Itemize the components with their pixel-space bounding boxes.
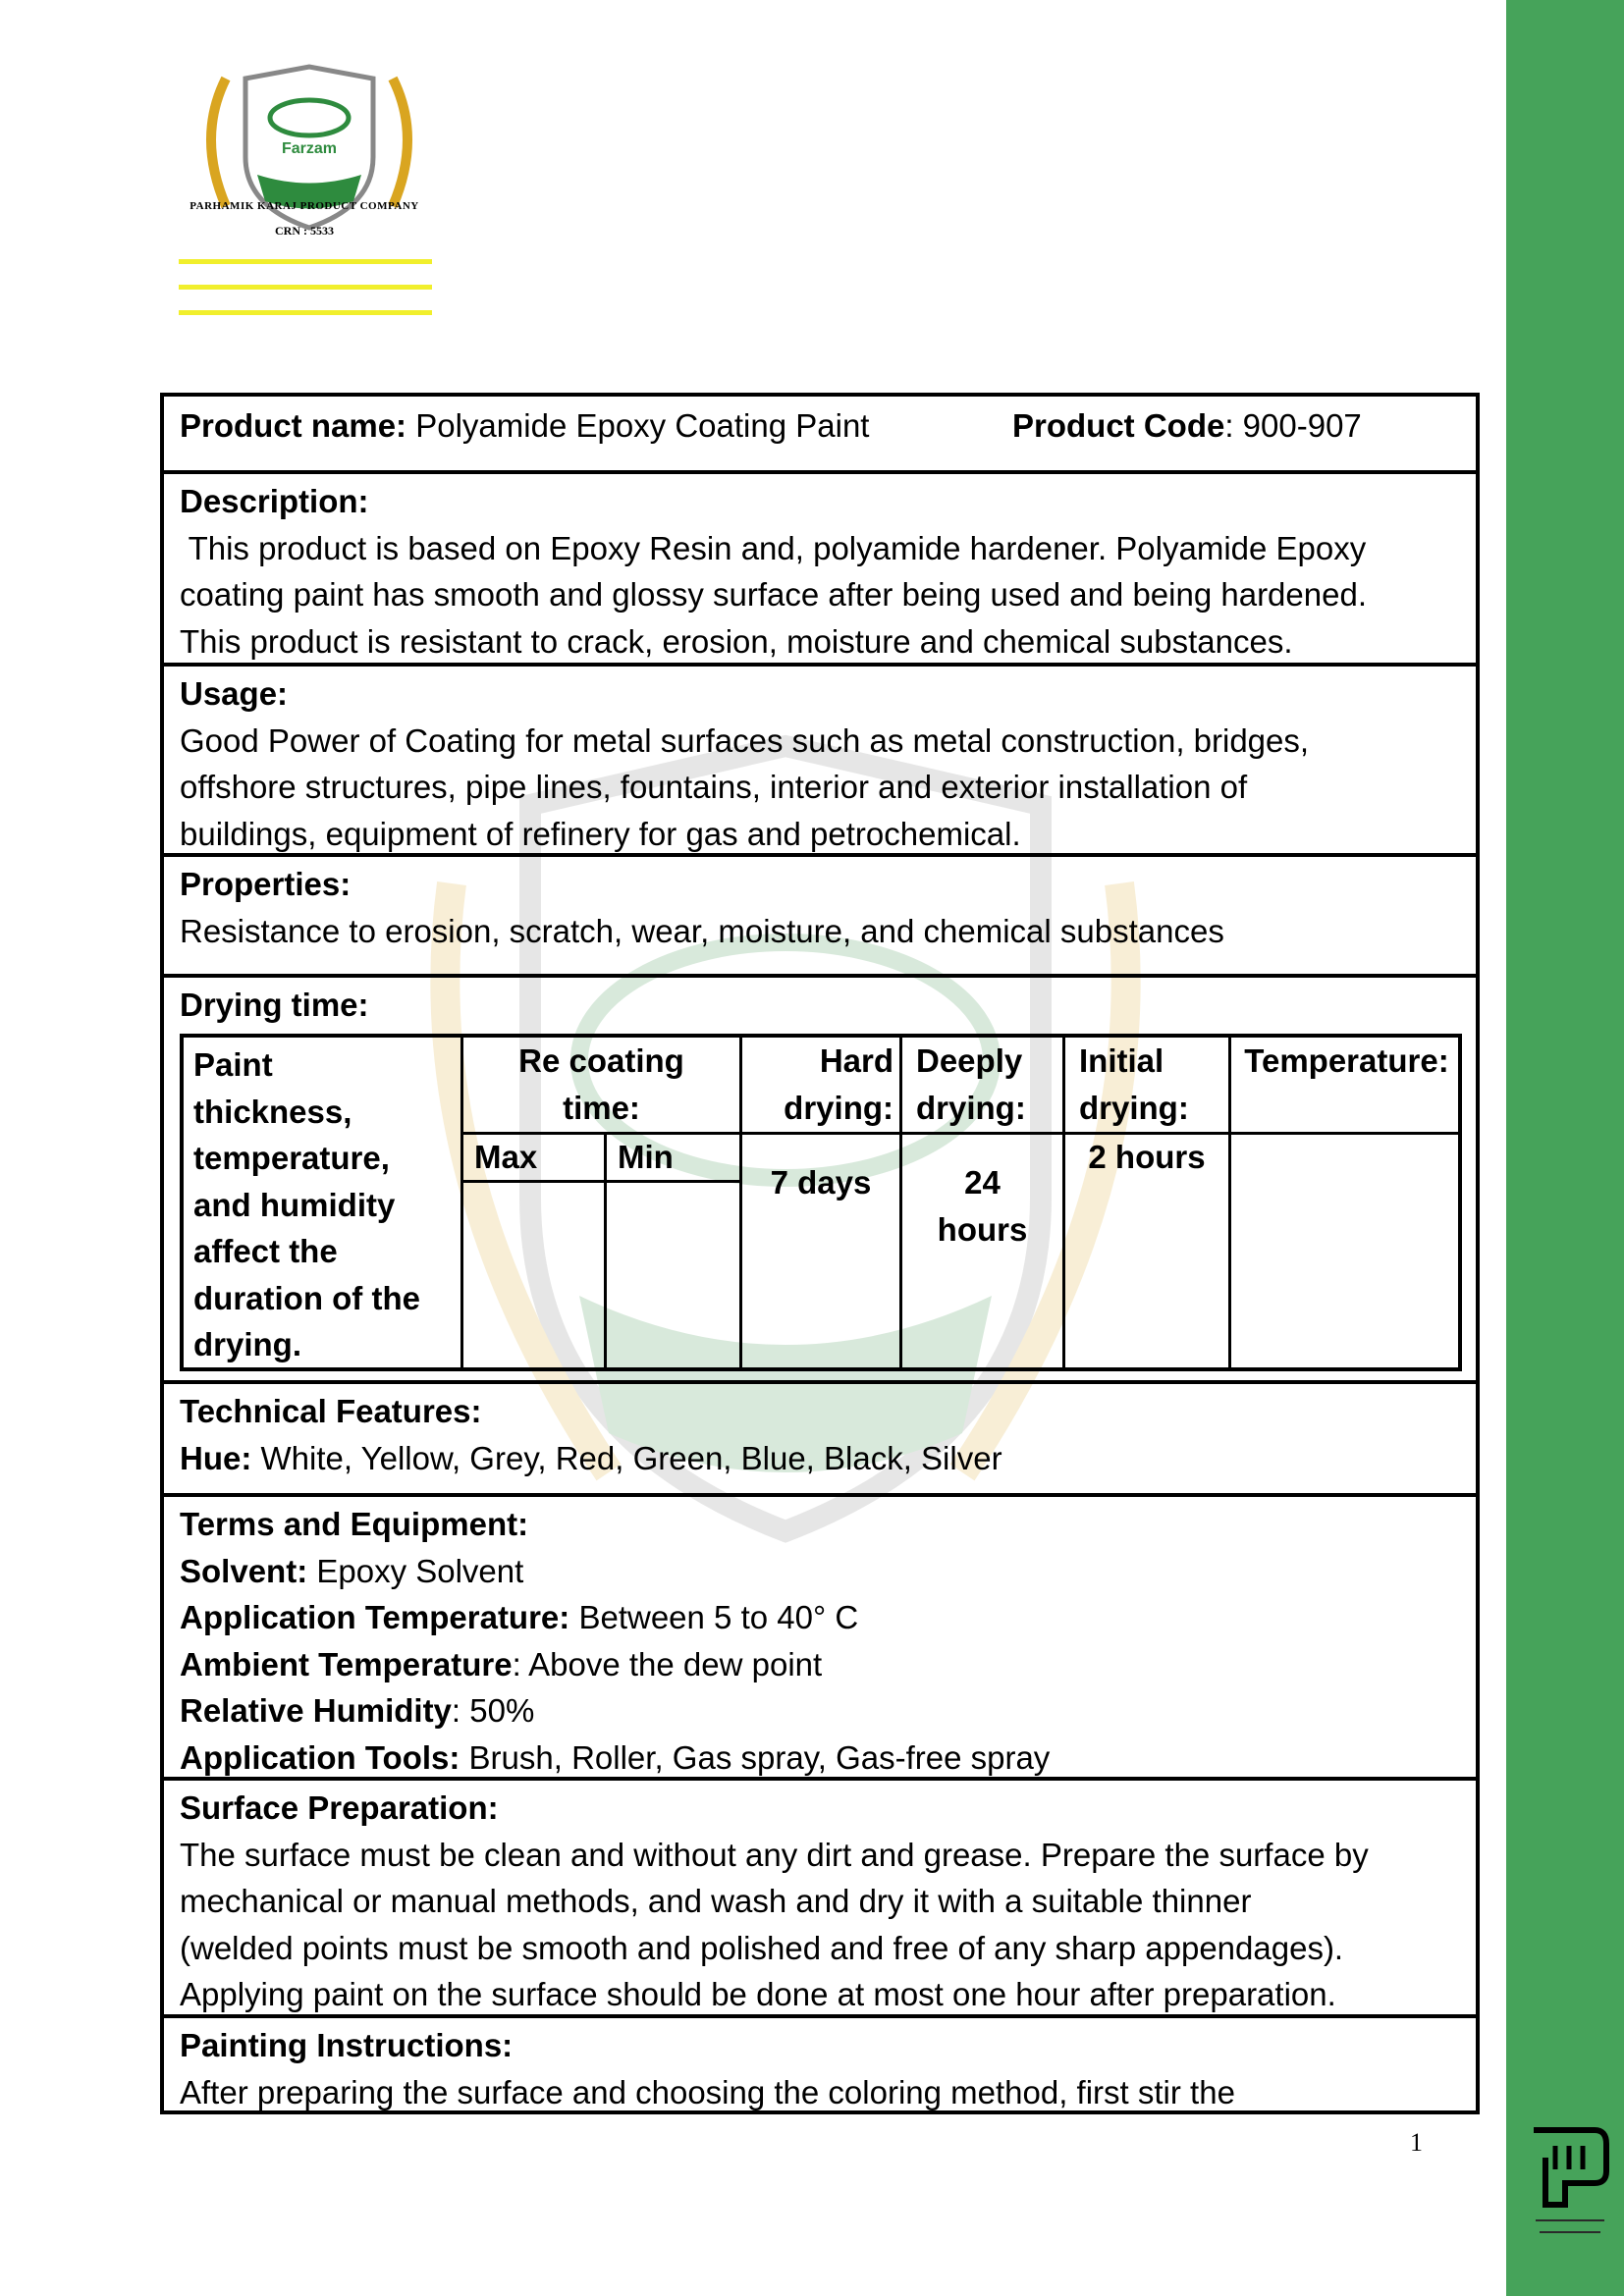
- product-name-value: Polyamide Epoxy Coating Paint: [406, 407, 870, 444]
- page-number: 1: [1410, 2128, 1423, 2157]
- yellow-rule: [179, 259, 432, 264]
- solvent-value: Epoxy Solvent: [307, 1552, 524, 1589]
- solvent-row: [180, 1548, 1464, 1595]
- description-section: [164, 470, 1476, 663]
- min-label: Min: [618, 1139, 674, 1175]
- initial-drying-value: 2 hours: [1088, 1139, 1206, 1175]
- hard-drying-header: Hard drying:: [784, 1042, 893, 1126]
- tools-value: Brush, Roller, Gas spray, Gas-free spray: [460, 1738, 1051, 1776]
- surface-line: The surface must be clean and without any dirt and grease. Prepare the surface by: [180, 1836, 1369, 1873]
- standard-mark-icon: [1526, 2110, 1614, 2258]
- surface-line: (welded points must be smooth and polished and free of any sharp appendages).: [180, 1929, 1344, 1966]
- humidity-value: : 50%: [451, 1692, 535, 1729]
- tools-row: [180, 1735, 1464, 1782]
- max-label: Max: [474, 1139, 538, 1175]
- ambient-value: : Above the dew point: [512, 1645, 823, 1682]
- deep-drying-header: Deeply drying:: [916, 1042, 1026, 1126]
- product-name-label: Product name:: [180, 407, 407, 444]
- app-temp-row: [180, 1594, 1464, 1641]
- drying-table: [180, 1034, 1462, 1371]
- painting-title: Painting Instructions:: [180, 2027, 514, 2063]
- properties-title: Properties:: [180, 866, 352, 902]
- product-code-label: Product Code: [1012, 407, 1225, 444]
- description-line: This product is resistant to crack, erosion, moisture and chemical substances.: [180, 622, 1293, 660]
- description-line: This product is based on Epoxy Resin and, polyamide hardener. Polyamide Epoxy: [180, 529, 1367, 566]
- initial-drying-header: Initial drying:: [1079, 1042, 1189, 1126]
- yellow-rule: [179, 310, 432, 315]
- logo-wordmark: Farzam: [281, 140, 338, 157]
- hard-drying-value: 7 days: [770, 1164, 872, 1201]
- app-temp-value: Between 5 to 40° C: [569, 1599, 859, 1635]
- green-side-strip: [1506, 0, 1624, 2296]
- yellow-rule: [179, 285, 432, 290]
- product-name-row: [164, 397, 1476, 470]
- usage-line: Good Power of Coating for metal surfaces such as metal construction, bridges,: [180, 721, 1310, 759]
- solvent-label: Solvent:: [180, 1552, 308, 1589]
- ambient-row: [180, 1641, 1464, 1688]
- company-crn: CRN : 5533: [275, 224, 334, 238]
- technical-section: [164, 1380, 1476, 1493]
- hue-label: Hue:: [180, 1439, 252, 1476]
- surface-line: Applying paint on the surface should be done at most one hour after preparation.: [180, 1976, 1336, 2012]
- properties-text: Resistance to erosion, scratch, wear, moisture, and chemical substances: [180, 912, 1224, 949]
- product-sheet: [160, 393, 1480, 2114]
- drying-note: Paint thickness, temperature, and humidity affect the duration of the drying.: [193, 1046, 420, 1362]
- usage-section: [164, 663, 1476, 853]
- table-divider: [460, 1132, 1462, 1135]
- humidity-label: Relative Humidity: [180, 1692, 452, 1729]
- humidity-row: [180, 1687, 1464, 1735]
- drying-section: [164, 974, 1476, 1380]
- surface-section: [164, 1777, 1476, 2014]
- usage-title: Usage:: [180, 675, 289, 712]
- properties-section: [164, 853, 1476, 974]
- table-divider: [604, 1132, 607, 1371]
- terms-section: [164, 1493, 1476, 1777]
- recoating-header: Re coating time:: [518, 1042, 684, 1126]
- usage-line: buildings, equipment of refinery for gas and petrochemical.: [180, 815, 1021, 852]
- surface-title: Surface Preparation:: [180, 1789, 499, 1826]
- company-name: PARHAMIK KARAJ PRODUCT COMPANY: [189, 200, 419, 212]
- description-line: coating paint has smooth and glossy surface after being used and being hardened.: [180, 576, 1367, 613]
- hue-value: White, Yellow, Grey, Red, Green, Blue, Black, Silver: [251, 1439, 1002, 1476]
- app-temp-label: Application Temperature:: [180, 1599, 570, 1635]
- painting-section: [164, 2014, 1476, 2110]
- technical-title: Technical Features:: [180, 1393, 482, 1429]
- hue-row: [180, 1435, 1464, 1482]
- product-code: [1012, 402, 1362, 450]
- deep-drying-value: 24 hours: [937, 1164, 1028, 1248]
- tools-label: Application Tools:: [180, 1738, 460, 1776]
- table-divider: [1228, 1038, 1231, 1367]
- terms-title: Terms and Equipment:: [180, 1506, 529, 1542]
- painting-text: After preparing the surface and choosing the coloring method, first stir the: [180, 2073, 1235, 2110]
- description-title: Description:: [180, 483, 369, 519]
- product-code-value: : 900-907: [1224, 407, 1362, 444]
- usage-line: offshore structures, pipe lines, fountains, interior and exterior installation of: [180, 769, 1248, 805]
- surface-line: mechanical or manual methods, and wash and dry it with a suitable thinner: [180, 1883, 1252, 1919]
- ambient-label: Ambient Temperature: [180, 1645, 513, 1682]
- drying-title: Drying time:: [180, 987, 369, 1023]
- temperature-header: Temperature:: [1244, 1042, 1449, 1079]
